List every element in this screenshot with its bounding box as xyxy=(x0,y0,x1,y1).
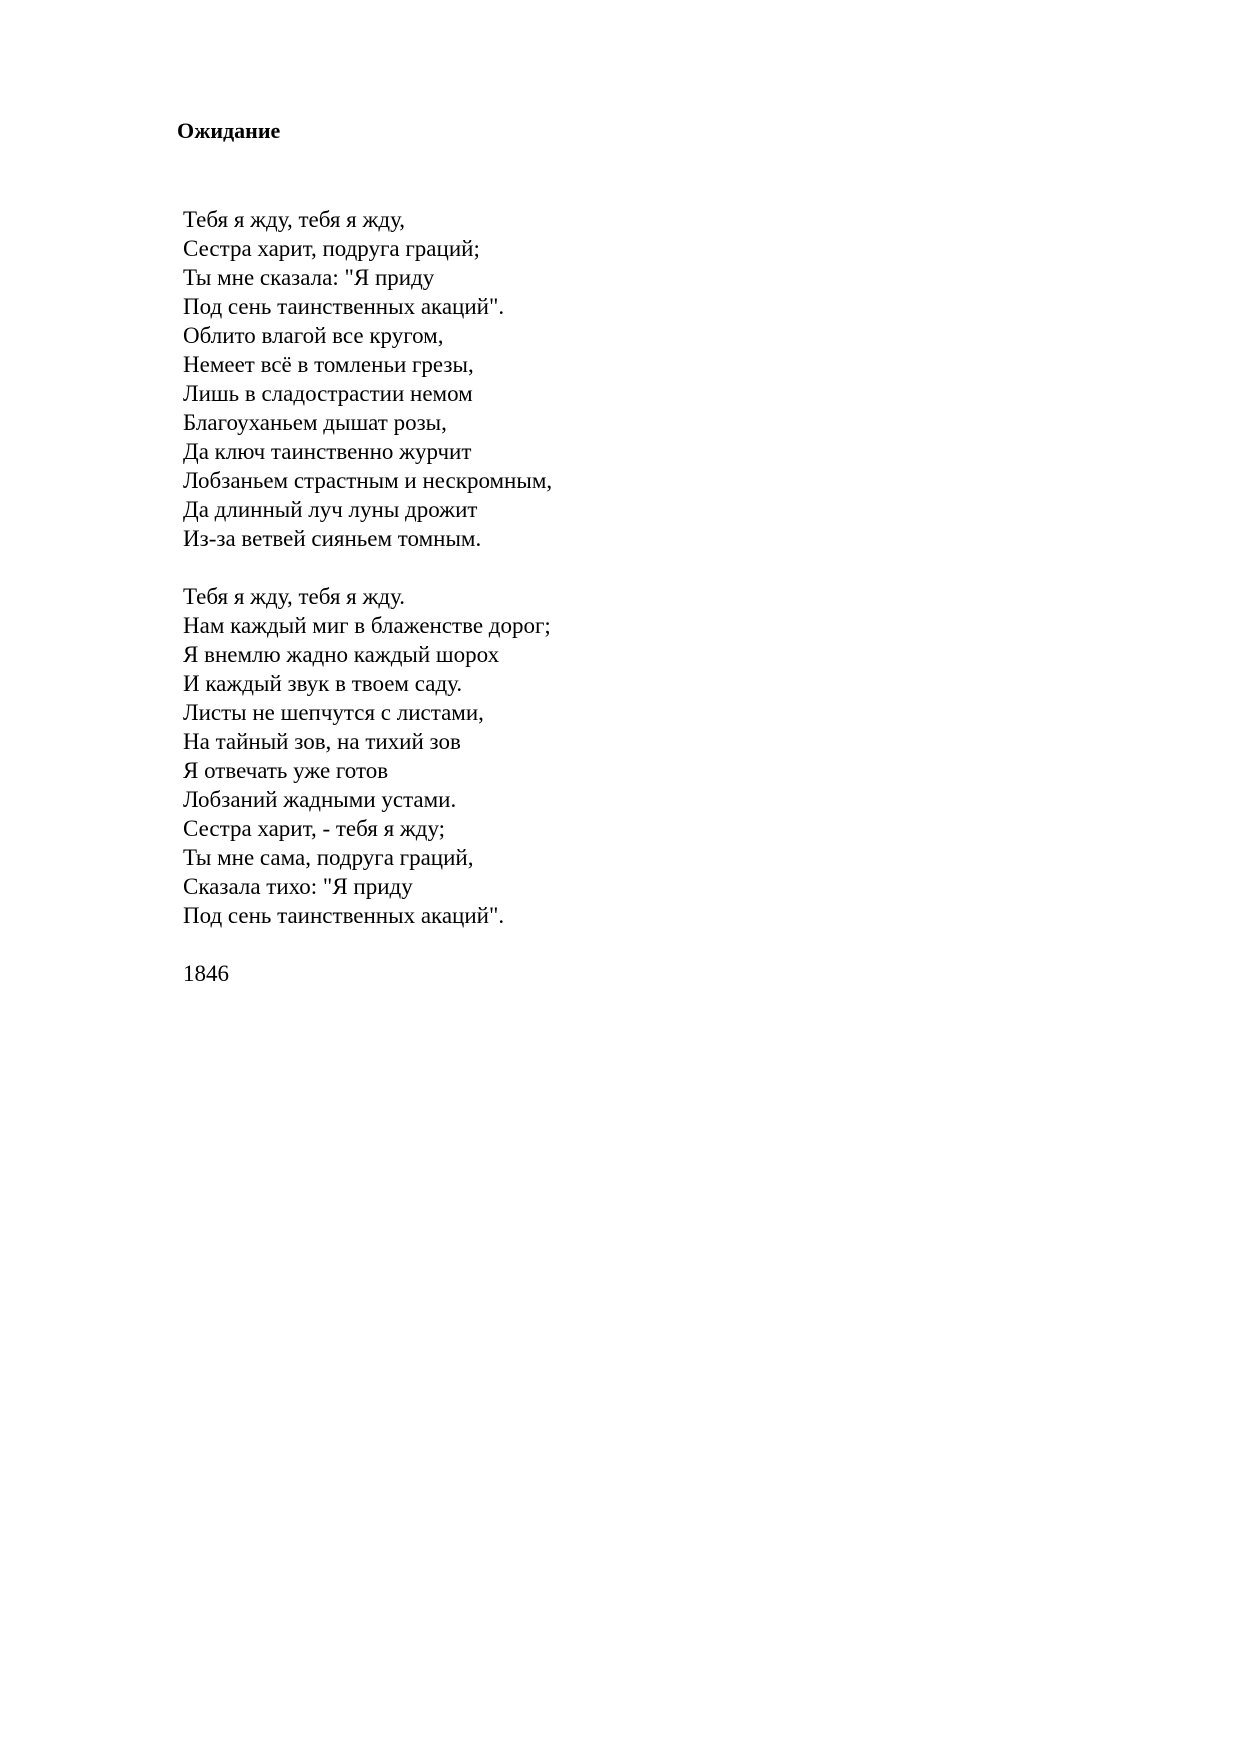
poem-title: Ожидание xyxy=(177,118,281,143)
poem-line: Сестра харит, - тебя я жду; xyxy=(183,816,446,841)
poem-line: Да длинный луч луны дрожит xyxy=(183,497,478,522)
poem-line: Лобзаний жадными устами. xyxy=(183,787,457,812)
poem-line: Лобзаньем страстным и нескромным, xyxy=(183,468,553,493)
poem-line: Да ключ таинственно журчит xyxy=(183,439,472,464)
poem-line: Сказала тихо: "Я приду xyxy=(183,874,413,899)
stanza-2 xyxy=(183,582,552,930)
poem-line: Благоуханьем дышат розы, xyxy=(183,410,447,435)
poem-line: И каждый звук в твоем саду. xyxy=(183,671,463,696)
poem-line: На тайный зов, на тихий зов xyxy=(183,729,461,754)
poem-line: Я отвечать уже готов xyxy=(183,758,389,783)
poem-line: Тебя я жду, тебя я жду, xyxy=(183,207,406,232)
poem-body xyxy=(183,205,552,988)
poem-line: Из-за ветвей сияньем томным. xyxy=(183,526,482,551)
poem-line: Сестра харит, подруга граций; xyxy=(183,236,480,261)
poem-line: Я внемлю жадно каждый шорох xyxy=(183,642,500,667)
stanza-1 xyxy=(183,205,552,553)
poem-line: Облито влагой все кругом, xyxy=(183,323,444,348)
poem-line: Лишь в сладострастии немом xyxy=(183,381,473,406)
poem-line: Ты мне сама, подруга граций, xyxy=(183,845,474,870)
poem-line: Листы не шепчутся с листами, xyxy=(183,700,484,725)
poem-line: Ты мне сказала: "Я приду xyxy=(183,265,435,290)
poem-year: 1846 xyxy=(183,961,229,986)
poem-line: Под сень таинственных акаций". xyxy=(183,903,505,928)
poem-line: Тебя я жду, тебя я жду. xyxy=(183,584,406,609)
poem-line: Немеет всё в томленьи грезы, xyxy=(183,352,474,377)
poem-line: Под сень таинственных акаций". xyxy=(183,294,505,319)
poem-line: Нам каждый миг в блаженстве дорог; xyxy=(183,613,551,638)
